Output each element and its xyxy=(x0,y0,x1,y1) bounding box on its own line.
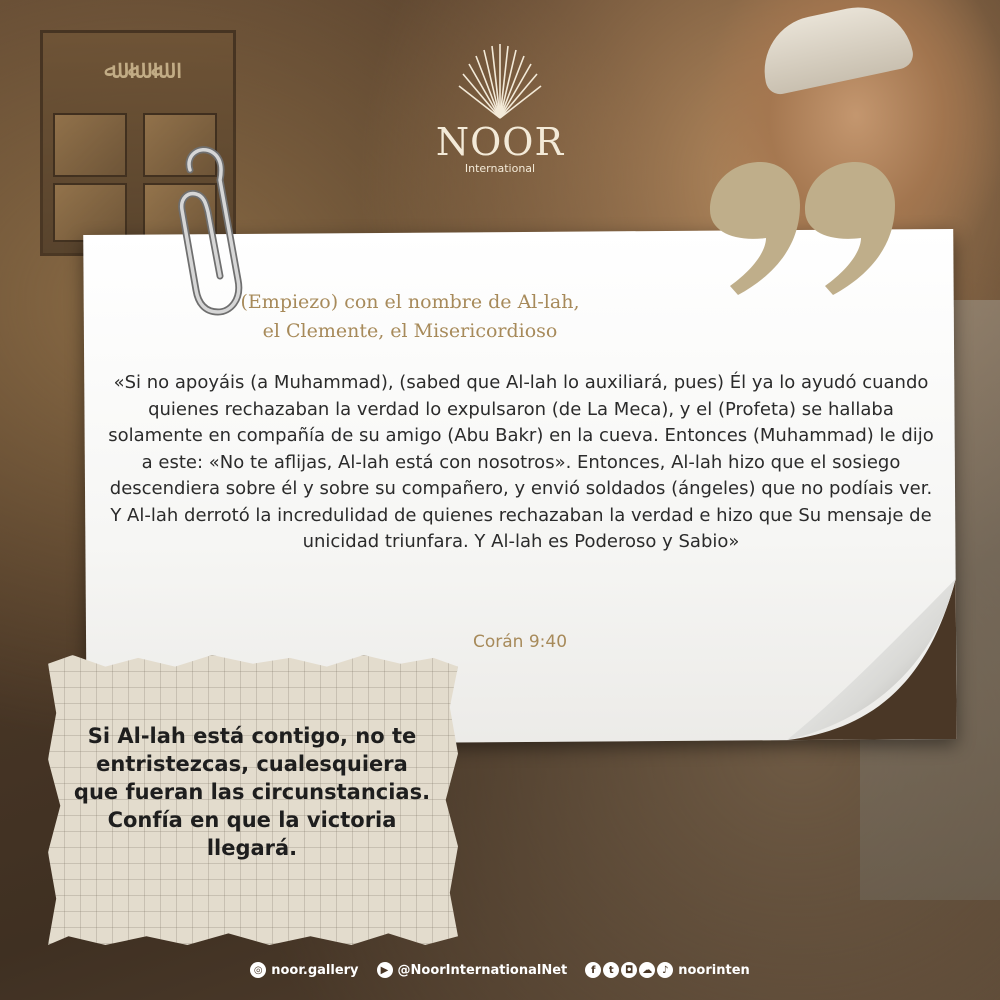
basmala-line-2: el Clemente, el Misericordioso xyxy=(262,320,558,342)
basmala-line-1: (Empiezo) con el nombre de Al-lah, xyxy=(240,291,580,313)
social-links[interactable] xyxy=(585,962,750,978)
facebook-icon[interactable]: f xyxy=(585,962,601,978)
logo-rays-icon xyxy=(455,40,545,120)
page-curl xyxy=(636,579,957,741)
verse-text: «Si no apoyáis (a Muhammad), (sabed que Al-lah lo auxiliará, pues) Él ya lo ayudó cuando quienes rechazaban la verdad lo expulsaron (de La Meca), y el (Profeta) se hallaba solamente en compañía de su amigo (Abu Bakr) en la cueva. Entonces (Muhammad) le dijo a este: «No te aflijas, Al-lah está con nosotros». Entonces, Al-lah hizo que el sosiego descendiera sobre él y sobre su compañero, y envió soldados (ángeles) que no podíais ver. Y Al-lah derrotó la incredulidad de quienes rechazaban la verdad e hizo que Su mensaje de unicidad triunfara. Y Al-lah es Poderoso y Sabio» xyxy=(108,372,934,552)
reflection-text: Si Al-lah está contigo, no te entristezcas, cualesquiera que fueran las circunstancias. Confía en que la victoria llegará. xyxy=(73,724,431,860)
social-handle-text: noorinten xyxy=(678,962,750,978)
brand-name: NOOR xyxy=(435,120,565,164)
background-calligraphy: ﷲ ﷲ ﷲ xyxy=(103,55,167,85)
youtube-text: @NoorInternationalNet xyxy=(397,962,568,978)
youtube-link[interactable] xyxy=(377,962,568,978)
quote-mark-icon xyxy=(700,150,900,300)
instagram-icon[interactable]: ◘ xyxy=(621,962,637,978)
tiktok-icon[interactable]: ♪ xyxy=(657,962,673,978)
globe-icon: ◎ xyxy=(250,962,266,978)
website-link[interactable] xyxy=(250,962,358,978)
brand-logo xyxy=(428,40,572,175)
basmala-heading xyxy=(180,288,640,346)
social-footer xyxy=(0,958,1000,982)
verse-reference: Corán 9:40 xyxy=(472,632,568,652)
soundcloud-icon[interactable]: ☁ xyxy=(639,962,655,978)
twitter-icon[interactable]: t xyxy=(603,962,619,978)
brand-subtitle: International xyxy=(464,162,536,175)
website-text: noor.gallery xyxy=(271,962,359,978)
youtube-icon: ▶ xyxy=(377,962,393,978)
